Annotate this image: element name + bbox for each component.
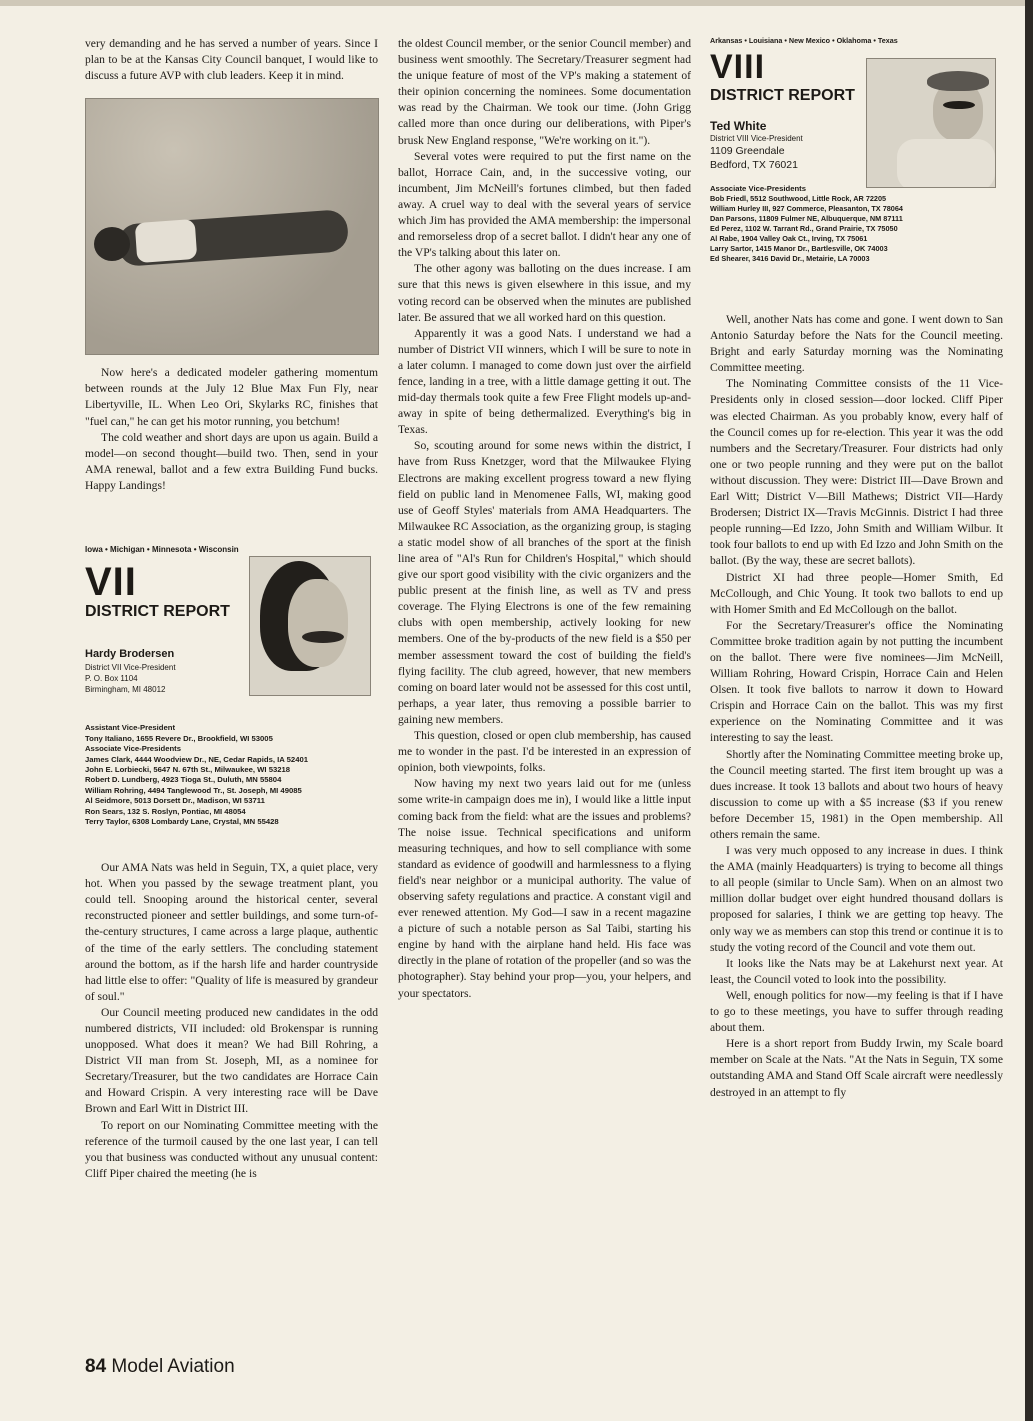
district-7-para: Now having my next two years laid out for me (unless some write-in campaign does me in), I would like a little input coming back from the field: what are the issues and problems? The noise issue. Technical specifications and uniform measuring techniques, and how to sell compliance with some standard as evidence of goodwill and harmlessness to a flying field's near neighbor or a municipal authority. The value of observing safety regulations and practice. A constant vigil and ever renewed attention. My God—I saw in a recent magazine a picture of such a notable person as Sal Taibi, starting his engine by hand with the airplane hand held. His face was directly in the plane of rotation of the propeller (and so was the photographer). Stay behind your prop—you, your helpers, and your spectators.: [398, 777, 691, 1000]
portrait-hat: [927, 71, 989, 91]
district-7-assoc-entry: John E. Lorbiecki, 5647 N. 67th St., Milwaukee, WI 53218: [85, 764, 291, 774]
district-8-assoc-entry: Larry Sartor, 1415 Manor Dr., Bartlesville, OK 74003: [710, 244, 888, 253]
district-8-para: Shortly after the Nominating Committee meeting broke up, the Council meeting started. The first item brought up was a dues increase. It took 13 ballots and about two hours of heavy discussion to come up with a $5 increase ($3 if you renew before December 15, 1981) in the Open membership. All others remain the same.: [710, 747, 1003, 841]
portrait-shirt: [897, 139, 995, 188]
district-8-assoc-entry: Dan Parsons, 11809 Fulmer NE, Albuquerque, NM 87111: [710, 214, 903, 223]
page-edge-top: [0, 0, 1033, 6]
column-3: [710, 36, 1003, 1101]
district-7-states: Iowa • Michigan • Minnesota • Wisconsin: [85, 545, 239, 555]
district-8-associates: [710, 184, 1003, 264]
district-8-assoc-entry: Ed Shearer, 3416 David Dr., Metairie, LA 70003: [710, 254, 870, 263]
district-8-assoc-label: Associate Vice-Presidents: [710, 184, 806, 193]
photo-figure-shirt: [135, 219, 198, 263]
district-7-numeral: VII: [85, 560, 137, 605]
district-7-vp-role: District VII Vice-President: [85, 663, 176, 673]
intro-paragraph: very demanding and he has served a number of years. Since I plan to be at the Kansas City Council banquet, I would like to discuss a future AVP with club leaders. Keep it in mind.: [85, 37, 378, 83]
district-7-vp-address-1: P. O. Box 1104: [85, 674, 138, 684]
district-7-body: [85, 860, 378, 1182]
district-8-para: District XI had three people—Homer Smith, Ed McCollough, and Chic Young. It took two ballots to end up with Homer Smith and Ed McCollough on the ballot.: [710, 570, 1003, 616]
portrait-face: [288, 579, 348, 667]
district-7-assoc-entry: William Rohring, 4494 Tanglewood Tr., St. Joseph, MI 49085: [85, 785, 302, 795]
district-8-title: DISTRICT REPORT: [710, 87, 855, 104]
district-7-para: Several votes were required to put the first name on the ballot, Horrace Cain, and, in the successive voting, our incumbent, Jim McNeill's fortunes climbed, but then faded away. A cruel way to deal with the several years of service which Jim has provided the AMA membership: the impersonal and remorseless drop of a secret ballot. I didn't hear any one of the VP's talking about this later on.: [398, 149, 691, 260]
district-8-vp-name: Ted White: [710, 119, 767, 133]
district-8-para: For the Secretary/Treasurer's office the Nominating Committee broke tradition again by not putting the incumbent on the ballot. There were five nominees—Jim McNeill, William Rohring, Howard Crispin, Horrace Cain and Helen Olsen. It took five ballots to narrow it down to Howard Crispin and Horrace Cain on the ballot. This was my first experience on the Nominating Committee and it was interesting to say the least.: [710, 618, 1003, 745]
district-7-para: This question, closed or open club membership, has caused me to wonder in the past. I'd be interested in an expression of opinion, both viewpoints, folks.: [398, 729, 691, 775]
district-7-para: The other agony was balloting on the dues increase. I am sure that this news is given elsewhere in this issue, and my voting record can be observed when the minutes are published later. Be assured that we all worked hard on this question.: [398, 262, 691, 324]
district-8-body: [710, 312, 1003, 1101]
district-7-assoc-entry: Terry Taylor, 6308 Lombardy Lane, Crystal, MN 55428: [85, 816, 279, 826]
district-7-para: So, scouting around for some news within the district, I have from Russ Knetzger, word that the Milwaukee Flying Electrons are making excellent progress toward a new flying field on public land in Menomenee Falls, WI, making good use of Geoff Styles' materials from AMA Headquarters. The Milwaukee RC Association, as the organizing group, is staging a static model show of all branches of the sport at the finish line area of "Al's Run for Children's Hospital," which should give our sport good visibility with the civic organizers and the public present at the finish line, as well as TV and press coverage. The Flying Electrons is one of the few remaining clubs with open membership, actively looking for new members. One of the by-products of the new field is a $50 per member assessment toward the cost of building the field's flying facility. The club agreed, however, that new members coming on board later would not be assessed for this cost until, perhaps, a year later, thus removing a possible barrier to gaining new members.: [398, 439, 691, 726]
district-7-avp-entry: Tony Italiano, 1655 Revere Dr., Brookfield, WI 53005: [85, 733, 273, 743]
magazine-name: Model Aviation: [111, 1356, 235, 1377]
district-7-avp-label: Assistant Vice-President: [85, 723, 176, 733]
district-7-assistant-vp: [85, 723, 378, 827]
district-7-assoc-entry: James Clark, 4444 Woodview Dr., NE, Cedar Rapids, IA 52401: [85, 754, 309, 764]
district-7-para: To report on our Nominating Committee meeting with the reference of the turmoil caused by the one last year, I can tell you that business was conducted without any unusual content: Cliff Piper chaired the meeting (he is: [85, 1118, 378, 1180]
district-8-para: Here is a short report from Buddy Irwin, my Scale board member on Scale at the Nats. "At the Nats in Seguin, TX some outstanding AMA and Stand Off Scale aircraft were needlessly destroyed in an attempt to fly: [710, 1037, 1003, 1099]
district-7-para: Our Council meeting produced new candidates in the odd numbered districts, VII included: old Brokenspar is running unopposed. What does it mean? We had Bill Rohring, a District VII man from St. Joseph, MI, as a nominee for Secretary/Treasurer, but the two candidates are Horrace Cain and Howard Crispin. A very interesting race will be Dave Brown and Earl Witt in District III.: [85, 1005, 378, 1116]
portrait-ted-white: [866, 58, 996, 188]
portrait-mustache: [302, 631, 344, 643]
district-8-states: Arkansas • Louisiana • New Mexico • Oklahoma • Texas: [710, 36, 898, 45]
column-1: [85, 36, 378, 1182]
district-7-assoc-entry: Robert D. Lundberg, 4923 Tioga St., Duluth, MN 55804: [85, 775, 282, 785]
district-8-assoc-entry: William Hurley III, 927 Commerce, Pleasanton, TX 78064: [710, 204, 903, 213]
district-7-assoc-label: Associate Vice-Presidents: [85, 744, 181, 754]
district-8-numeral: VIII: [710, 48, 766, 86]
district-7-para: the oldest Council member, or the senior Council member) and business went smoothly. The Secretary/Treasurer segment had the unique feature of most of the VP's making a statement of their opinion concerning the nominees. Some documentation was read by the Chairman. We took our time. (John Grigg called more than once during our deliberations, with Piper's brusk New England response, "We're working on it.").: [398, 37, 691, 147]
column-2: [398, 36, 691, 1002]
district-7-title: DISTRICT REPORT: [85, 603, 230, 621]
district-8-para: Well, enough politics for now—my feeling is that if I have to go to these meetings, you have to suffer through reading about them.: [710, 988, 1003, 1035]
district-8-para: Well, another Nats has come and gone. I went down to San Antonio Saturday before the Nats for the Council meeting. Bright and early Saturday morning was the Nominating Committee meeting.: [710, 313, 1003, 375]
district-8-para: I was very much opposed to any increase in dues. I think the AMA (mainly Headquarters) is trying to become all things to all people (similar to Uncle Sam). When on an almost two million dollar budget over eight hundred thousand dollars is proposed for salaries, I think we are getting top heavy. The only way we as members can stop this trend or continue it is to study the voting record of the Council and vote them out.: [710, 844, 1003, 954]
district-8-header: [710, 36, 1003, 298]
district-8-assoc-entry: Ed Perez, 1102 W. Tarrant Rd., Grand Prairie, TX 75050: [710, 224, 898, 233]
portrait-glasses: [943, 101, 975, 109]
district-8-para: The Nominating Committee consists of the 11 Vice-Presidents only in closed session—door locked. Cliff Piper was elected Chairman. As you probably know, every half of the Council comes up for re-election. This year it was the odd numbers and the Secretary/Treasurer. Four districts had only one or two people running and they were put on the ballot without discussion. They were: District III—Dave Brown and Earl Witt; District V—Bill Mathews; District VII—Hardy Brodersen; District IX—Travis McGinnis. District I had three people running—Ed Izzo, John Smith and William Wilbur. It took four ballots to end up with Ed Izzo and John Smith on the ballot. (By the way, these are secret ballots).: [710, 377, 1003, 568]
closing-paragraph: The cold weather and short days are upon us again. Build a model—on second thought—build two. Then, send in your AMA renewal, ballot and a few extra Building Fund bucks. Happy Landings!: [85, 430, 378, 492]
district-8-assoc-entry: Al Rabe, 1904 Valley Oak Ct., Irving, TX 75061: [710, 234, 868, 243]
district-8-vp-role: District VIII Vice-President: [710, 134, 803, 143]
district-7-header: [85, 542, 378, 842]
district-8-para: It looks like the Nats may be at Lakehurst next year. At least, the Council voted to look into the possibility.: [710, 956, 1003, 986]
district-7-para: Our AMA Nats was held in Seguin, TX, a quiet place, very hot. When you passed by the sewage treatment plant, you could tell. Snooping around the historical center, several reconstructed pioneer and settler buildings, and some turn-of-the-century structures, I came across a large plaque, authentic of the time of the early settlers. The concluding statement around the bottom, as if the harsh life and harder countryside had little else to offer: "Quality of life is measured by grandeur of soul.": [85, 861, 378, 1003]
page-number: 84: [85, 1356, 107, 1377]
district-7-vp-address-2: Birmingham, MI 48012: [85, 685, 166, 695]
district-8-vp-address-1: 1109 Greendale: [710, 145, 785, 157]
portrait-hardy-brodersen: [249, 556, 371, 696]
district-7-vp-name: Hardy Brodersen: [85, 648, 175, 661]
page-footer: [85, 1356, 235, 1378]
page-edge-right: [1025, 0, 1033, 1421]
district-8-vp-address-2: Bedford, TX 76021: [710, 159, 798, 171]
district-7-assoc-entry: Al Seidmore, 5013 Dorsett Dr., Madison, WI 53711: [85, 796, 265, 806]
district-7-para: Apparently it was a good Nats. I understand we had a number of District VII winners, which I will be sure to note in a later column. I managed to come down just over the airfield fence, landing in a tree, with a little damage getting it out. The mid-day thermals took quite a few Free Flight models up-and-away in spite of being dethermalized. Everything's big in Texas.: [398, 326, 691, 437]
photo-modeler-lying-down: [85, 98, 379, 355]
district-8-assoc-entry: Bob Friedl, 5512 Southwood, Little Rock, AR 72205: [710, 194, 887, 203]
photo-caption: Now here's a dedicated modeler gathering momentum between rounds at the July 12 Blue Max Fun Fly, near Libertyville, IL. When Leo Ori, Skylarks RC, finishes that "fuel can," he can get his motor running, you betchum!: [85, 366, 378, 428]
district-7-assoc-entry: Ron Sears, 132 S. Roslyn, Pontiac, MI 48054: [85, 806, 246, 816]
